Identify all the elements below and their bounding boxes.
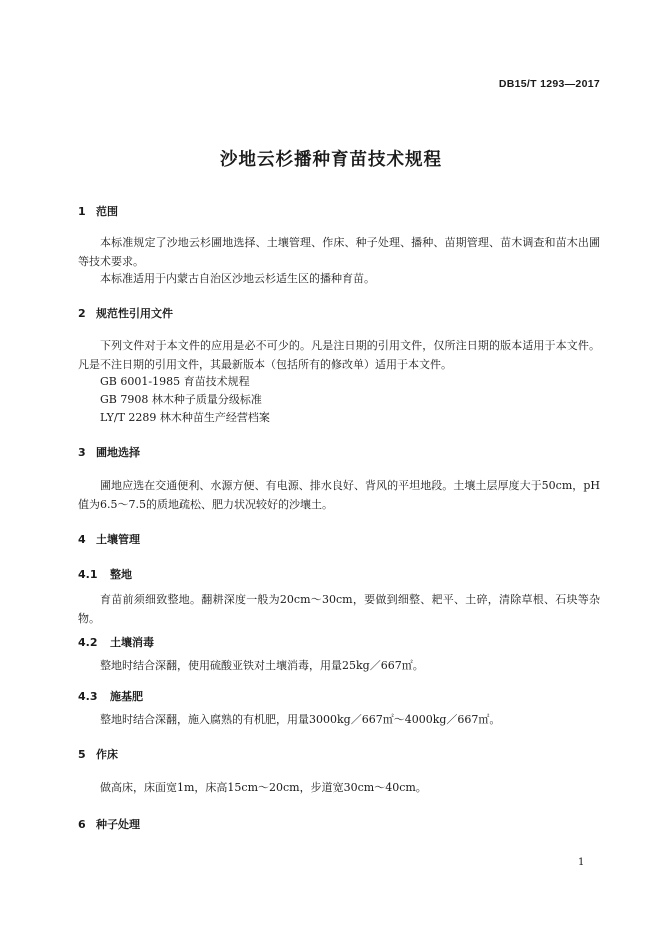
paragraph: 整地时结合深翻，施入腐熟的有机肥，用量3000kg／667㎡～4000kg／667㎡。 xyxy=(100,713,501,726)
subsection-title: 土壤消毒 xyxy=(110,636,154,649)
section-heading-6 xyxy=(78,816,140,832)
paragraph: 下列文件对于本文件的应用是必不可少的。凡是注日期的引用文件，仅所注日期的版本适用于本文件。凡是不注日期的引用文件，其最新版本（包括所有的修改单）适用于本文件。 xyxy=(78,339,600,371)
section-title: 规范性引用文件 xyxy=(96,307,173,320)
section-heading-2 xyxy=(78,305,173,321)
reference-item: LY/T 2289 林木种苗生产经营档案 xyxy=(100,411,270,424)
section-number: 2 xyxy=(78,307,86,320)
subsection-title: 施基肥 xyxy=(110,690,143,703)
section-heading-1 xyxy=(78,203,118,219)
section-heading-5 xyxy=(78,746,118,762)
section-number: 5 xyxy=(78,748,86,761)
page-number: 1 xyxy=(578,857,585,868)
subsection-number: 4.3 xyxy=(78,690,98,703)
subsection-number: 4.2 xyxy=(78,636,98,649)
section-number: 6 xyxy=(78,818,86,831)
section-heading-3 xyxy=(78,444,140,460)
subsection-number: 4.1 xyxy=(78,568,98,581)
section-title: 作床 xyxy=(96,748,118,761)
reference-item: GB 7908 林木种子质量分级标准 xyxy=(100,393,262,406)
section-number: 3 xyxy=(78,446,86,459)
section-number: 1 xyxy=(78,205,86,218)
section-title: 种子处理 xyxy=(96,818,140,831)
section-number: 4 xyxy=(78,533,86,546)
document-number: DB15/T 1293—2017 xyxy=(498,78,600,90)
subsection-heading-4-1 xyxy=(78,566,132,582)
section-title: 土壤管理 xyxy=(96,533,140,546)
paragraph: 本标准规定了沙地云杉圃地选择、土壤管理、作床、种子处理、播种、苗期管理、苗木调查和苗木出圃等技术要求。 xyxy=(78,236,600,268)
section-title: 范围 xyxy=(96,205,118,218)
subsection-heading-4-2 xyxy=(78,634,154,650)
reference-item: GB 6001-1985 育苗技术规程 xyxy=(100,375,250,388)
paragraph: 本标准适用于内蒙古自治区沙地云杉适生区的播种育苗。 xyxy=(100,272,375,285)
page-title: 沙地云杉播种育苗技术规程 xyxy=(220,150,442,170)
section-title: 圃地选择 xyxy=(96,446,140,459)
subsection-title: 整地 xyxy=(110,568,132,581)
subsection-heading-4-3 xyxy=(78,688,143,704)
paragraph: 整地时结合深翻，使用硫酸亚铁对土壤消毒，用量25kg／667㎡。 xyxy=(100,659,424,672)
paragraph: 做高床，床面宽1m，床高15cm～20cm，步道宽30cm～40cm。 xyxy=(100,781,427,794)
paragraph: 圃地应选在交通便利、水源方便、有电源、排水良好、背风的平坦地段。土壤土层厚度大于50cm，pH值为6.5～7.5的质地疏松、肥力状况较好的沙壤土。 xyxy=(78,479,600,511)
paragraph: 育苗前须细致整地。翻耕深度一般为20cm～30cm，要做到细整、耙平、土碎，清除草根、石块等杂物。 xyxy=(78,593,600,625)
section-heading-4 xyxy=(78,531,140,547)
